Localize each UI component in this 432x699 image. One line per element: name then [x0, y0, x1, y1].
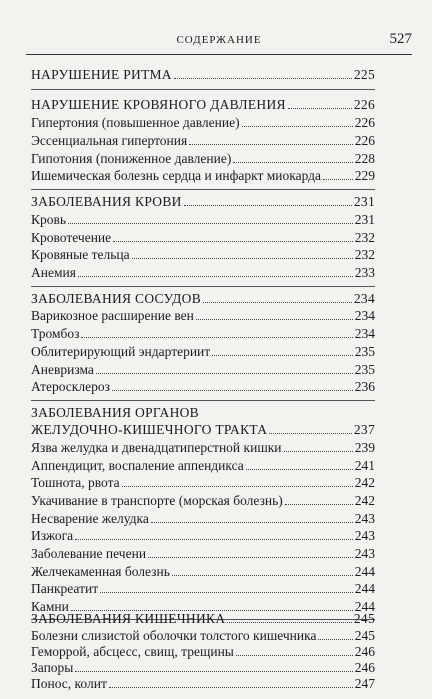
toc-entry[interactable]: [31, 66, 375, 83]
toc-entry-page: 244: [354, 581, 375, 596]
toc-entry-title: Язва желудка и двенадцатиперстной кишки: [31, 440, 282, 455]
toc-entry-title: Варикозное расширение вен: [31, 308, 194, 323]
toc-entry-page: 235: [354, 344, 375, 359]
toc-entry[interactable]: [31, 361, 375, 378]
dot-leader: [318, 639, 352, 640]
dot-leader: [96, 373, 353, 374]
dot-leader: [172, 575, 353, 576]
toc-entry-title: Эссенциальная гипертония: [31, 133, 188, 148]
dot-leader: [148, 557, 353, 558]
toc-entry[interactable]: [31, 527, 375, 544]
dot-leader: [323, 179, 353, 180]
toc-entry-title: Тошнота, рвота: [31, 475, 120, 490]
toc-entry-page: 244: [354, 564, 375, 579]
toc-entry-title: Облитерирующий эндартериит: [31, 344, 211, 359]
toc-entry-page: 232: [354, 247, 375, 262]
toc-entry-title: Аневризма: [31, 362, 94, 377]
toc-entry-title: Желчекаменная болезнь: [31, 564, 170, 579]
toc-entry-page: 234: [354, 308, 375, 323]
toc-entry-page: 246: [354, 660, 375, 675]
dot-leader: [68, 223, 353, 224]
toc-entry-page: 231: [354, 212, 375, 227]
page-number: 527: [389, 31, 412, 47]
toc-entry[interactable]: [31, 150, 375, 167]
dot-leader: [78, 276, 353, 277]
toc-entry[interactable]: [31, 610, 375, 627]
toc-entry-title: Запоры: [31, 660, 74, 675]
toc-entry[interactable]: [31, 457, 375, 474]
toc-entry-title: Заболевание печени: [31, 546, 147, 561]
toc-entry-title: Несварение желудка: [31, 511, 149, 526]
dot-leader: [233, 162, 352, 163]
toc-entry-title: НАРУШЕНИЕ КРОВЯНОГО ДАВЛЕНИЯ: [31, 97, 286, 112]
toc-entry[interactable]: [31, 510, 375, 527]
dot-leader: [184, 205, 352, 206]
dot-leader: [174, 78, 352, 79]
toc-entry[interactable]: [31, 264, 375, 281]
toc-entry-title: Укачивание в транспорте (морская болезнь): [31, 493, 283, 508]
toc-entry-page: 239: [354, 440, 375, 455]
toc-entry-title: Кровяные тельца: [31, 247, 130, 262]
toc-entry-page: 244: [354, 599, 375, 614]
toc-entry[interactable]: [31, 627, 375, 644]
dot-leader: [109, 687, 353, 688]
dot-leader: [113, 241, 353, 242]
dot-leader: [81, 337, 352, 338]
toc-entry[interactable]: [31, 96, 375, 113]
toc-entry-title: Аппендицит, воспаление аппендикса: [31, 458, 244, 473]
dot-leader: [75, 539, 353, 540]
toc-entry[interactable]: [31, 439, 375, 456]
toc-entry-page: 226: [354, 133, 375, 148]
toc-entry[interactable]: [31, 492, 375, 509]
dot-leader: [212, 355, 353, 356]
dot-leader: [122, 486, 353, 487]
dot-leader: [227, 622, 351, 623]
toc-entry-title: Геморрой, абсцесс, свищ, трещины: [31, 644, 234, 659]
dot-leader: [269, 433, 352, 434]
dot-leader: [242, 126, 353, 127]
toc-entry-page: 225: [353, 67, 375, 82]
toc-entry-page: 228: [354, 151, 375, 166]
dot-leader: [132, 258, 353, 259]
toc-entry[interactable]: [31, 307, 375, 324]
toc-entry-title: Панкреатит: [31, 581, 99, 596]
dot-leader: [246, 469, 353, 470]
toc-entry-title: Болезни слизистой оболочки толстого кишечника: [31, 628, 317, 643]
toc-entry[interactable]: [31, 167, 375, 184]
section-separator: [31, 189, 375, 190]
dot-leader: [100, 592, 353, 593]
section-separator: [31, 89, 375, 90]
toc-entry[interactable]: [31, 563, 375, 580]
toc-entry[interactable]: [31, 132, 375, 149]
dot-leader: [284, 451, 353, 452]
toc-entry-page: 231: [353, 194, 375, 209]
toc-entry-title: ЗАБОЛЕВАНИЯ КРОВИ: [31, 194, 182, 209]
dot-leader: [112, 390, 353, 391]
toc-entry[interactable]: [31, 378, 375, 395]
toc-entry-page: 232: [354, 230, 375, 245]
toc-entry[interactable]: [31, 580, 375, 597]
toc-entry-title: Понос, колит: [31, 676, 107, 691]
dot-leader: [236, 655, 353, 656]
toc-entry-title: ЗАБОЛЕВАНИЯ ОРГАНОВ: [31, 405, 199, 420]
toc-entry[interactable]: [31, 325, 375, 342]
toc-entry-title: Гипертония (повышенное давление): [31, 115, 240, 130]
toc-entry[interactable]: [31, 229, 375, 246]
toc-entry-title: ЗАБОЛЕВАНИЯ КИШЕЧНИКА: [31, 611, 226, 626]
toc-entry-page: 233: [354, 265, 375, 280]
toc-entry[interactable]: [31, 246, 375, 263]
toc-entry[interactable]: [31, 343, 375, 360]
toc-entry[interactable]: [31, 421, 375, 438]
toc-entry-page: 242: [354, 475, 375, 490]
toc-entry-page: 235: [354, 362, 375, 377]
toc-entry-title: Изжога: [31, 528, 74, 543]
dot-leader: [203, 302, 352, 303]
toc-entry[interactable]: [31, 643, 375, 660]
toc-entry-title: Кровотечение: [31, 230, 112, 245]
toc-entry[interactable]: [31, 211, 375, 228]
toc-entry-page: 241: [354, 458, 375, 473]
toc-entry-page: 234: [353, 291, 375, 306]
dot-leader: [75, 671, 352, 672]
section-separator: [31, 400, 375, 401]
dot-leader: [196, 319, 353, 320]
toc-entry-page: 237: [353, 422, 375, 437]
toc-entry[interactable]: [31, 474, 375, 491]
toc-entry-page: 226: [353, 97, 375, 112]
toc-entry-page: 243: [354, 546, 375, 561]
toc-entry-title: ЖЕЛУДОЧНО-КИШЕЧНОГО ТРАКТА: [31, 422, 268, 437]
toc-entry-title: НАРУШЕНИЕ РИТМА: [31, 67, 172, 82]
toc-entry-title: Тромбоз: [31, 326, 80, 341]
toc-entry[interactable]: [31, 659, 375, 676]
toc-entry-title: Атеросклероз: [31, 379, 110, 394]
toc-entry-page: 245: [354, 628, 375, 643]
toc-entry[interactable]: [31, 545, 375, 562]
running-title: СОДЕРЖАНИЕ: [176, 34, 262, 46]
toc-entry-title: Анемия: [31, 265, 76, 280]
toc-entry-title: Камни: [31, 599, 69, 614]
section-separator: [31, 286, 375, 287]
toc-entry-title: Кровь: [31, 212, 67, 227]
toc-entry-page: 242: [354, 493, 375, 508]
toc-entry-page: 247: [354, 676, 375, 691]
dot-leader: [285, 504, 353, 505]
toc-entry-page: 236: [354, 379, 375, 394]
toc-entry-title: Гипотония (пониженное давление): [31, 151, 232, 166]
toc-entry[interactable]: [31, 114, 375, 131]
dot-leader: [189, 144, 353, 145]
toc-entry-title: ЗАБОЛЕВАНИЯ СОСУДОВ: [31, 291, 202, 306]
toc-entry[interactable]: [31, 675, 375, 692]
toc-entry-page: 226: [354, 115, 375, 130]
toc-entry-page: 229: [354, 168, 375, 183]
toc-entry-title: Ишемическая болезнь сердца и инфаркт миокарда: [31, 168, 322, 183]
toc-entry-page: 246: [354, 644, 375, 659]
toc-entry[interactable]: [31, 193, 375, 210]
toc-entry-page: 243: [354, 511, 375, 526]
toc-entry-page: 234: [354, 326, 375, 341]
dot-leader: [288, 108, 352, 109]
toc-entry-page: 245: [353, 611, 375, 626]
toc-entry[interactable]: [31, 290, 375, 307]
toc-entry-page: 243: [354, 528, 375, 543]
dot-leader: [151, 522, 353, 523]
